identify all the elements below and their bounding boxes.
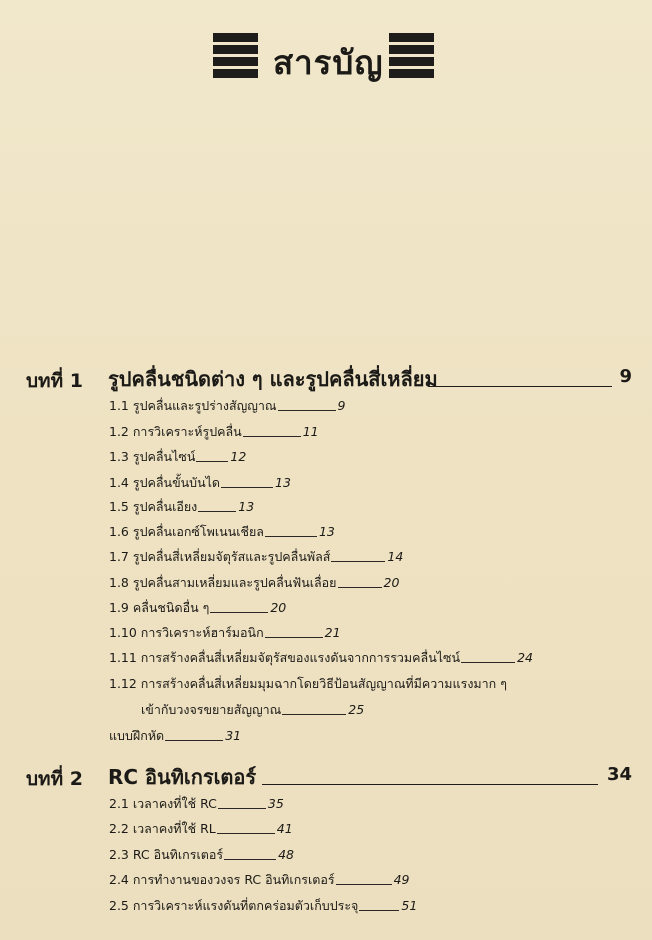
toc-entry-1-9 — [109, 598, 286, 620]
toc-leader — [196, 461, 228, 462]
toc-leader — [198, 511, 236, 512]
toc-entry-page: 41 — [276, 821, 293, 836]
toc-entry-page: 20 — [270, 600, 287, 615]
toc-leader — [282, 714, 346, 715]
chapter-2-row — [26, 761, 632, 791]
toc-entry-text: 2.5 การวิเคราะห์แรงดันที่ตกคร่อมตัวเก็บประจุ — [109, 898, 359, 913]
toc-leader — [221, 487, 273, 488]
chapter-1-row — [26, 363, 632, 393]
toc-entry-page: 35 — [267, 796, 284, 811]
toc-entry-2-2 — [109, 819, 293, 841]
toc-entry-text: 2.1 เวลาคงที่ใช้ RC — [109, 796, 217, 811]
chapter-2-number: บทที่ 2 — [26, 768, 83, 790]
toc-entry-text: 2.2 เวลาคงที่ใช้ RL — [109, 821, 216, 836]
toc-leader — [278, 410, 336, 411]
toc-entry-text: 1.1 รูปคลื่นและรูปร่างสัญญาณ — [109, 398, 277, 413]
chapter-2-title: RC อินทิเกรเตอร์ — [108, 765, 257, 789]
toc-entry-page: 11 — [302, 424, 319, 439]
toc-leader — [224, 859, 276, 860]
toc-entry-page: 13 — [275, 475, 291, 490]
toc-entry-page: 12 — [230, 449, 247, 464]
toc-entry-page: 51 — [401, 898, 418, 913]
toc-entry-page: 25 — [348, 702, 365, 717]
toc-entry-1-11 — [109, 648, 533, 670]
toc-entry-1-10 — [109, 623, 341, 645]
toc-entry-1-7 — [109, 547, 403, 569]
toc-entry-page: 20 — [383, 575, 400, 590]
toc-leader — [243, 436, 301, 437]
toc-entry-text: 1.12 การสร้างคลื่นสี่เหลี่ยมมุมฉากโดยวิธีป้อนสัญญาณที่มีความแรงมาก ๆ — [109, 676, 507, 691]
toc-leader — [165, 740, 223, 741]
toc-entry-text: 1.5 รูปคลื่นเอียง — [109, 499, 198, 514]
toc-entry-1-4 — [109, 473, 291, 495]
toc-entry-text: 1.9 คลื่นชนิดอื่น ๆ — [109, 600, 210, 615]
toc-entry-page: 49 — [393, 872, 410, 887]
toc-entry-page: 14 — [387, 549, 404, 564]
toc-entry-text: 1.8 รูปคลื่นสามเหลี่ยมและรูปคลื่นฟันเลื่อย — [109, 575, 337, 590]
toc-entry-text: 1.2 การวิเคราะห์รูปคลื่น — [109, 424, 242, 439]
toc-entry-text: 1.7 รูปคลื่นสี่เหลี่ยมจัตุรัสและรูปคลื่นพัลส์ — [109, 549, 331, 564]
heading-bars-right — [389, 33, 434, 78]
toc-entry-1-2 — [109, 422, 319, 444]
toc-leader — [265, 637, 323, 638]
toc-entry-1-1 — [109, 396, 345, 418]
chapter-1-page: 9 — [619, 366, 632, 387]
toc-entry-text: แบบฝึกหัด — [109, 728, 165, 743]
toc-entry-text: 2.4 การทำงานของวงจร RC อินทิเกรเตอร์ — [109, 872, 335, 887]
toc-entry-1-8 — [109, 573, 399, 595]
toc-entry-page: 48 — [278, 847, 294, 862]
toc-entry-page: 13 — [238, 499, 255, 514]
toc-entry-page: 9 — [337, 398, 346, 413]
toc-entry-page: 13 — [318, 524, 335, 539]
page-title: สารบัญ — [273, 43, 384, 82]
toc-leader — [336, 884, 392, 885]
toc-entry-text: 2.3 RC อินทิเกรเตอร์ — [109, 847, 224, 862]
toc-entry-2-4 — [109, 870, 410, 892]
toc-entry-1-3 — [109, 447, 246, 469]
toc-entry-page: 21 — [324, 625, 341, 640]
toc-entry-text: 1.11 การสร้างคลื่นสี่เหลี่ยมจัตุรัสของแรงดันจากการรวมคลื่นไซน์ — [109, 650, 461, 665]
toc-entry-text: 1.3 รูปคลื่นไซน์ — [109, 449, 196, 464]
toc-leader — [265, 536, 317, 537]
toc-leader — [359, 910, 399, 911]
toc-entry-page: 24 — [517, 650, 533, 665]
toc-entry-text: เข้ากับวงจรขยายสัญญาณ — [141, 702, 282, 717]
toc-entry-1-12-continued — [141, 700, 364, 722]
toc-entry-page: 31 — [225, 728, 242, 743]
toc-entry-2-3 — [109, 845, 294, 867]
toc-leader — [217, 833, 275, 834]
toc-entry-2-1 — [109, 794, 284, 816]
toc-leader — [331, 561, 385, 562]
toc-entry-1-6 — [109, 522, 335, 544]
chapter-1-title: รูปคลื่นชนิดต่าง ๆ และรูปคลื่นสี่เหลี่ยม — [108, 367, 438, 391]
toc-entry-text: 1.4 รูปคลื่นขั้นบันได — [109, 475, 221, 490]
toc-leader — [338, 587, 382, 588]
toc-leader — [210, 612, 268, 613]
toc-entry-1-12 — [109, 674, 507, 696]
heading-bars-left — [213, 33, 258, 78]
chapter-1-leader — [428, 386, 612, 387]
toc-entry-2-5 — [109, 896, 417, 918]
toc-entry-exercises — [109, 726, 241, 748]
chapter-1-number: บทที่ 1 — [26, 370, 83, 392]
toc-entry-text: 1.6 รูปคลื่นเอกซ์โพเนนเชียล — [109, 524, 264, 539]
toc-entry-text: 1.10 การวิเคราะห์ฮาร์มอนิก — [109, 625, 264, 640]
chapter-2-leader — [262, 784, 598, 785]
chapter-2-page: 34 — [606, 764, 632, 785]
toc-leader — [218, 808, 266, 809]
toc-entry-1-5 — [109, 497, 254, 519]
toc-leader — [461, 662, 515, 663]
